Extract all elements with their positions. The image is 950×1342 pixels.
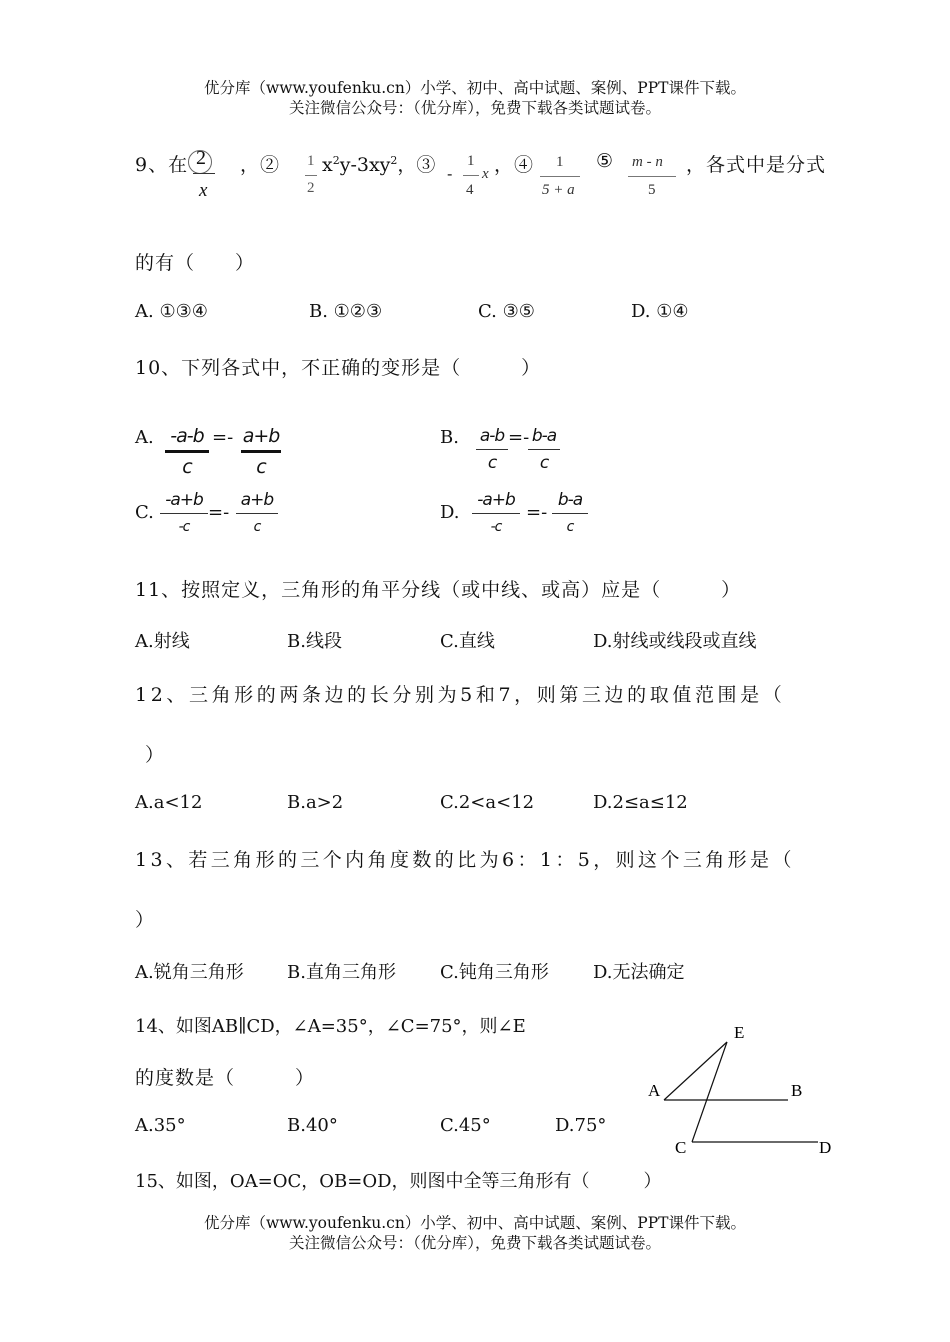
q14-option-a: A.35° — [135, 1115, 186, 1136]
label-c: C — [675, 1138, 687, 1157]
label-e: E — [734, 1023, 745, 1042]
q10-d-frac2: b-a c — [552, 490, 588, 537]
q11-option-b: B.线段 — [287, 631, 342, 652]
q13-option-d: D.无法确定 — [593, 962, 685, 983]
q12-option-b: B.a>2 — [287, 792, 344, 813]
q9-f3-var: x — [482, 166, 489, 182]
q9-f3-bar — [463, 175, 479, 176]
q12-line2: ） — [145, 744, 166, 766]
q12-option-a: A.a<12 — [135, 792, 203, 813]
q9-line2: 的有（ ） — [135, 252, 256, 274]
q14-option-b: B.40° — [287, 1115, 338, 1136]
q10-b-eq: =- — [508, 427, 530, 448]
q12-option-c: C.2<a<12 — [440, 792, 535, 813]
q14-figure — [640, 1018, 840, 1163]
q9-f1-num: 2 — [196, 147, 206, 169]
q14-option-d: D.75° — [555, 1115, 607, 1136]
q9-f3-num: 1 — [467, 153, 475, 169]
q14-option-c: C.45° — [440, 1115, 491, 1136]
q9-f3-den: 4 — [466, 182, 474, 198]
q9-c2: ，② — [240, 154, 281, 176]
q9-f1-den: x — [199, 180, 208, 201]
q13-line2: ） — [135, 909, 156, 931]
q13-text: 13、若三角形的三个内角度数的比为6：1：5，则这个三角形是（ — [135, 849, 795, 871]
q9-f2-num: 1 — [307, 153, 315, 169]
label-d: D — [819, 1138, 832, 1157]
q10-b-frac2: b-a c — [528, 426, 560, 473]
q9-option-c: C. ③⑤ — [478, 301, 535, 322]
q10-d-frac1: -a+b -c — [472, 490, 520, 537]
footer-line-2: 关注微信公众号：（优分库），免费下载各类试题试卷。 — [288, 1234, 661, 1252]
q10-d-eq: =- — [526, 502, 548, 523]
q9-c5: ⑤ — [596, 150, 615, 172]
q12-text: 12、三角形的两条边的长分别为5和7，则第三边的取值范围是（ — [135, 684, 786, 706]
q13-option-c: C.钝角三角形 — [440, 962, 549, 983]
q10-c-frac2: a+b c — [236, 490, 278, 537]
q9-suffix: ，各式中是分式 — [686, 154, 827, 176]
q11-option-d: D.射线或线段或直线 — [593, 631, 757, 652]
q14-line2: 的度数是（ ） — [135, 1067, 316, 1089]
q9-f5-den: 5 — [648, 182, 656, 198]
q9-f4-num: 1 — [556, 154, 564, 170]
q9-f5-bar — [628, 176, 676, 177]
q9-prefix: 9、在 — [135, 154, 189, 176]
line-ae — [664, 1042, 727, 1100]
q9-f5-num: m - n — [632, 154, 663, 170]
q10-c-eq: =- — [208, 502, 230, 523]
q9-option-b: B. ①②③ — [309, 301, 383, 322]
q10-c-frac1: -a+b -c — [160, 490, 208, 537]
q10-d-label: D. — [440, 502, 460, 523]
q9-f2-den: 2 — [307, 180, 315, 196]
header-line-1: 优分库（www.youfenku.cn）小学、初中、高中试题、案例、PPT课件下载。 — [203, 79, 747, 97]
q10-a-eq: =- — [212, 427, 234, 448]
q11-option-c: C.直线 — [440, 631, 495, 652]
footer-line-1: 优分库（www.youfenku.cn）小学、初中、高中试题、案例、PPT课件下载。 — [203, 1214, 747, 1232]
q14-text: 14、如图AB∥CD，∠A=35°，∠C=75°，则∠E — [135, 1016, 526, 1037]
q10-a-frac1: -a-b c — [165, 426, 209, 477]
q9-f4-bar — [540, 176, 580, 177]
q9-expr2: $x^2y-3xy^2$，③ — [322, 154, 436, 176]
label-b: B — [791, 1081, 803, 1100]
q10-a-frac2: a+b c — [242, 425, 280, 478]
q12-option-d: D.2≤a≤12 — [593, 792, 688, 813]
q10-text: 10、下列各式中，不正确的变形是（ ） — [135, 357, 542, 379]
q15-text: 15、如图，OA=OC，OB=OD，则图中全等三角形有（ ） — [135, 1171, 662, 1192]
q11-text: 11、按照定义，三角形的角平分线（或中线、或高）应是（ ） — [135, 579, 742, 601]
q9-c4: ，④ — [494, 154, 535, 176]
q9-option-d: D. ①④ — [631, 301, 689, 322]
q10-c-label: C. — [135, 502, 154, 523]
header-line-2: 关注微信公众号：（优分库），免费下载各类试题试卷。 — [288, 99, 661, 117]
q10-a-label: A. — [135, 427, 154, 448]
q13-option-a: A.锐角三角形 — [135, 962, 244, 983]
q11-option-a: A.射线 — [135, 631, 190, 652]
q10-b-frac1: a-b c — [476, 426, 508, 473]
q9-option-a: A. ①③④ — [135, 301, 208, 322]
q9-f1-bar — [193, 173, 215, 174]
label-a: A — [648, 1081, 661, 1100]
line-ec — [692, 1042, 727, 1142]
q9-f2-bar — [305, 175, 317, 176]
q10-b-label: B. — [440, 427, 459, 448]
q13-option-b: B.直角三角形 — [287, 962, 396, 983]
q9-f4-den: 5 + a — [542, 182, 575, 198]
q9-neg: - — [447, 164, 453, 183]
